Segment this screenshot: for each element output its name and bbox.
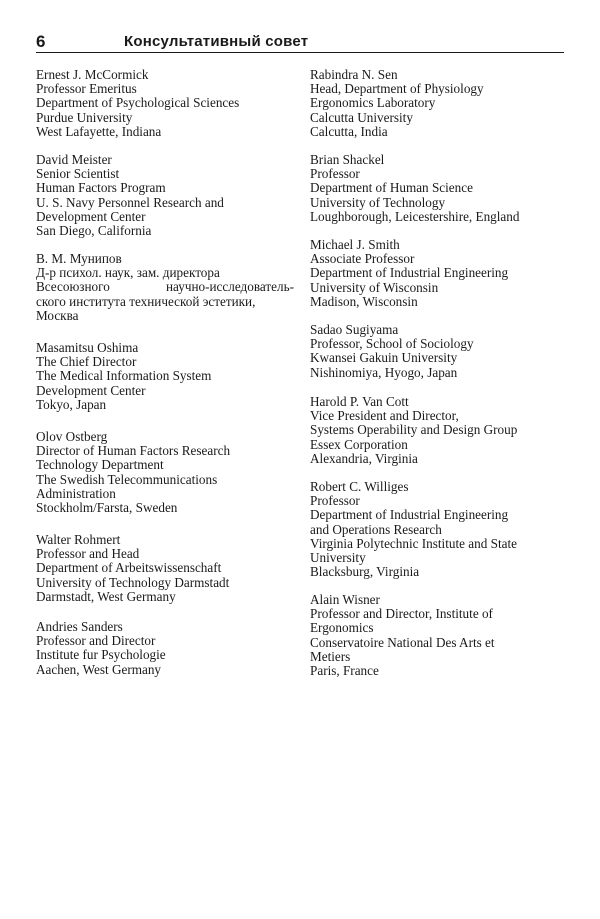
advisor-detail-line: Essex Corporation [310, 436, 408, 452]
advisor-entry [36, 68, 298, 139]
advisor-detail-line: Human Factors Program [36, 180, 166, 196]
advisor-name: Andries Sanders [36, 619, 123, 634]
advisor-detail-line: Professor [310, 493, 360, 509]
advisor-entry [310, 480, 572, 579]
advisor-detail-line: Professor [310, 166, 360, 182]
advisor-detail-line [36, 280, 294, 294]
advisor-name: Olov Ostberg [36, 429, 108, 444]
advisor-detail-line: Blacksburg, Virginia [310, 564, 420, 580]
advisor-name: Robert C. Williges [310, 479, 409, 494]
advisor-detail-line: Professor and Director, Institute of [310, 606, 493, 622]
advisor-detail-line: Department of Human Science [310, 180, 473, 196]
advisor-entry [310, 395, 572, 466]
advisor-detail-line: Purdue University [36, 109, 133, 125]
advisor-detail-line: Virginia Polytechnic Institute and State [310, 535, 517, 551]
advisor-detail-line: Professor and Director [36, 633, 156, 649]
advisor-detail-line: Administration [36, 485, 116, 501]
advisor-name: В. М. Мунипов [36, 251, 122, 266]
advisor-detail-line: Systems Operability and Design Group [310, 422, 518, 438]
advisor-detail-line: Department of Industrial Engineering [310, 265, 509, 281]
advisor-entry [36, 430, 298, 515]
advisor-detail-line: Stockholm/Farsta, Sweden [36, 500, 178, 516]
advisor-detail-line: Tokyo, Japan [36, 396, 107, 412]
advisor-detail-line: Москва [36, 307, 79, 323]
justified-word: Всесоюзного [36, 279, 110, 295]
advisor-detail-line: Professor, School of Sociology [310, 336, 474, 352]
advisor-detail-line: Calcutta, India [310, 123, 388, 139]
advisor-detail-line: Department of Arbeitswissenschaft [36, 560, 222, 576]
advisor-detail-line: Madison, Wisconsin [310, 293, 418, 309]
advisor-name: Harold P. Van Cott [310, 394, 409, 409]
advisor-detail-line: Aachen, West Germany [36, 661, 162, 677]
advisor-detail-line: Development Center [36, 382, 146, 398]
advisor-detail-line: The Chief Director [36, 354, 137, 370]
advisor-entry [36, 620, 298, 677]
advisor-entry [310, 68, 572, 139]
advisor-detail-line: Senior Scientist [36, 166, 120, 182]
advisor-entry [36, 153, 298, 238]
advisor-detail-line: The Medical Information System [36, 368, 212, 384]
advisor-detail-line: Head, Department of Physiology [310, 81, 484, 97]
advisor-entry [310, 593, 572, 678]
advisor-detail-line: University of Technology Darmstadt [36, 574, 230, 590]
advisor-detail-line: Institute fur Psychologie [36, 647, 166, 663]
advisor-entry [310, 153, 572, 224]
advisor-detail-line: Metiers [310, 648, 351, 664]
advisor-detail-line: Д-р психол. наук, зам. директора [36, 265, 220, 281]
advisor-name: Alain Wisner [310, 592, 380, 607]
advisor-detail-line: Director of Human Factors Research [36, 443, 231, 459]
advisor-entry [36, 533, 298, 604]
advisor-name: Masamitsu Oshima [36, 340, 139, 355]
advisor-detail-line: Conservatoire National Des Arts et [310, 634, 495, 650]
advisor-detail-line: Calcutta University [310, 109, 413, 125]
advisor-entry [36, 341, 298, 412]
advisor-detail-line: University of Technology [310, 194, 446, 210]
advisor-detail-line: and Operations Research [310, 521, 442, 537]
advisor-detail-line: Darmstadt, West Germany [36, 588, 176, 604]
running-title: Консультативный совет [124, 33, 309, 50]
advisor-detail-line: Ergonomics [310, 620, 374, 636]
advisor-name: Sadao Sugiyama [310, 322, 399, 337]
advisor-detail-line: San Diego, California [36, 223, 152, 239]
advisor-detail-line: Alexandria, Virginia [310, 450, 418, 466]
justified-word: научно-исследователь- [165, 279, 294, 295]
advisor-detail-line: Kwansei Gakuin University [310, 350, 458, 366]
advisor-detail-line: Nishinomiya, Hyogo, Japan [310, 364, 458, 380]
advisor-entry [36, 252, 298, 323]
advisor-detail-line: Department of Psychological Sciences [36, 95, 240, 111]
advisor-detail-line: U. S. Navy Personnel Research and [36, 194, 224, 210]
advisor-name: David Meister [36, 152, 112, 167]
advisor-detail-line: Development Center [36, 208, 146, 224]
advisor-detail-line: Vice President and Director, [310, 408, 459, 424]
advisor-detail-line: West Lafayette, Indiana [36, 123, 162, 139]
advisor-detail-line: Technology Department [36, 457, 164, 473]
advisor-detail-line: The Swedish Telecommunications [36, 471, 218, 487]
advisor-detail-line: Professor Emeritus [36, 81, 137, 97]
page-header [36, 30, 564, 53]
advisor-name: Ernest J. McCormick [36, 67, 149, 82]
advisor-detail-line: Paris, France [310, 663, 379, 679]
advisor-entry [310, 238, 572, 309]
advisor-name: Brian Shackel [310, 152, 385, 167]
advisor-detail-line: Ergonomics Laboratory [310, 95, 436, 111]
page-number: 6 [36, 32, 46, 51]
advisor-detail-line: University of Wisconsin [310, 279, 439, 295]
advisor-entry [310, 323, 572, 380]
advisor-detail-line: Professor and Head [36, 546, 140, 562]
advisor-name: Walter Rohmert [36, 532, 121, 547]
advisor-detail-line: Department of Industrial Engineering [310, 507, 509, 523]
advisor-name: Rabindra N. Sen [310, 67, 398, 82]
advisor-detail-line: University [310, 550, 366, 566]
advisor-detail-line: ского института технической эстетики, [36, 293, 256, 309]
advisor-detail-line: Loughborough, Leicestershire, England [310, 208, 520, 224]
advisor-name: Michael J. Smith [310, 237, 400, 252]
advisor-detail-line: Associate Professor [310, 251, 415, 267]
